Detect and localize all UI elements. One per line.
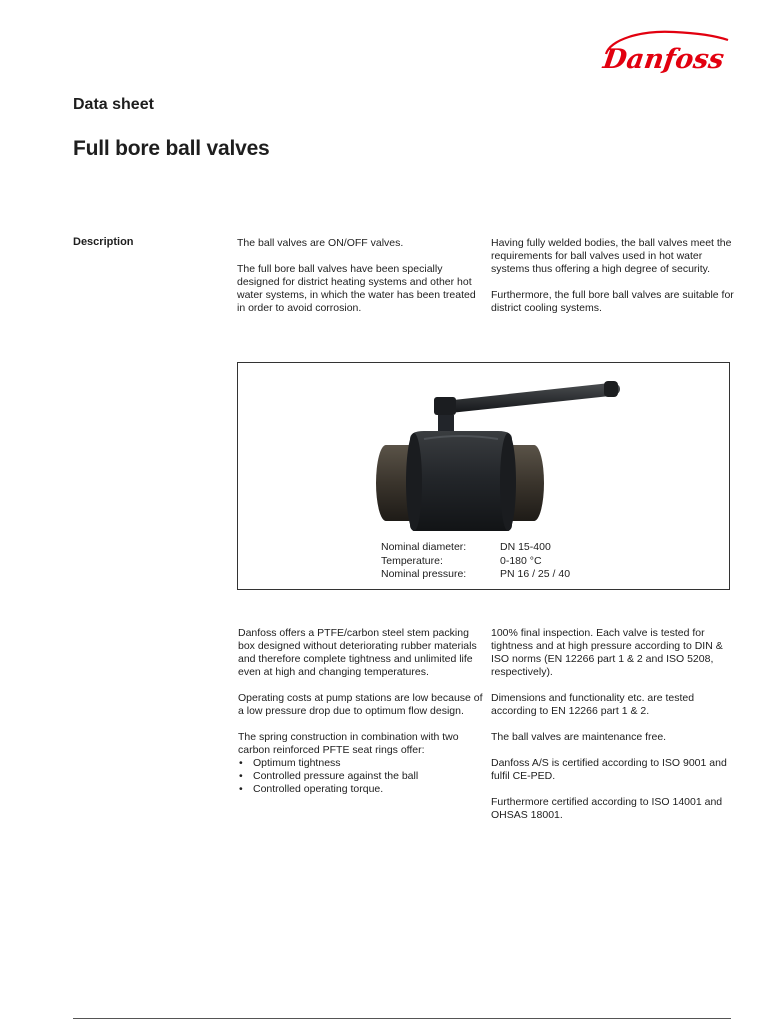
paragraph: Furthermore, the full bore ball valves are suitable for district cooling systems. xyxy=(491,289,734,314)
spec-label: Temperature: xyxy=(381,554,443,567)
spec-value: PN 16 / 25 / 40 xyxy=(500,568,571,580)
product-figure-box xyxy=(237,362,730,590)
feature-list xyxy=(238,757,483,796)
paragraph: Having fully welded bodies, the ball valves meet the requirements for ball valves used in hot water systems thus offering a high degree of security. xyxy=(491,237,732,275)
paragraph: Furthermore certified according to ISO 14001 and OHSAS 18001. xyxy=(491,796,723,821)
product-specs xyxy=(381,541,570,582)
spec-label: Nominal pressure: xyxy=(381,568,467,580)
footer-divider xyxy=(73,1018,731,1019)
svg-text:Danfoss: Danfoss xyxy=(601,44,726,75)
spec-row xyxy=(381,541,570,555)
description-right-column xyxy=(491,237,734,315)
list-item: • Controlled pressure against the ball xyxy=(238,770,483,783)
paragraph: Dimensions and functionality etc. are tested according to EN 12266 part 1 & 2. xyxy=(491,692,695,717)
description-left-column xyxy=(237,237,477,315)
spec-row xyxy=(381,555,570,569)
list-item: • Controlled operating torque. xyxy=(238,783,483,796)
paragraph: The full bore ball valves have been specially designed for district heating systems and other hot water systems, in which the water has been treated in order to avoid corrosion. xyxy=(237,263,476,314)
paragraph: Danfoss offers a PTFE/carbon steel stem packing box designed without deteriorating rubber materials and therefore complete tightness and unlimited life even at high and changing temperatures. xyxy=(238,627,477,678)
spec-value: 0-180 °C xyxy=(500,554,542,567)
section-label-description: Description xyxy=(73,236,134,248)
spec-label: Nominal diameter: xyxy=(381,541,467,553)
paragraph: The spring construction in combination with two carbon reinforced PFTE seat rings offer: xyxy=(238,731,459,756)
body-left-column xyxy=(238,627,483,796)
paragraph: The ball valves are maintenance free. xyxy=(491,731,667,743)
danfoss-logo xyxy=(600,26,732,76)
paragraph: 100% final inspection. Each valve is tested for tightness and at high pressure according to DIN & ISO norms (EN 12266 part 1 & 2 and ISO 5208, respectively). xyxy=(491,627,723,678)
paragraph: Operating costs at pump stations are low because of a low pressure drop due to optimum flow design. xyxy=(238,692,483,717)
ball-valve-image xyxy=(374,371,634,531)
paragraph: Danfoss A/S is certified according to ISO 9001 and fulfil CE-PED. xyxy=(491,757,727,782)
paragraph: The ball valves are ON/OFF valves. xyxy=(237,237,404,249)
body-right-column xyxy=(491,627,734,822)
spec-row xyxy=(381,568,570,582)
document-type: Data sheet xyxy=(73,96,154,113)
spec-value: DN 15-400 xyxy=(500,541,551,553)
list-item: • Optimum tightness xyxy=(238,757,483,770)
page-title: Full bore ball valves xyxy=(73,137,270,160)
